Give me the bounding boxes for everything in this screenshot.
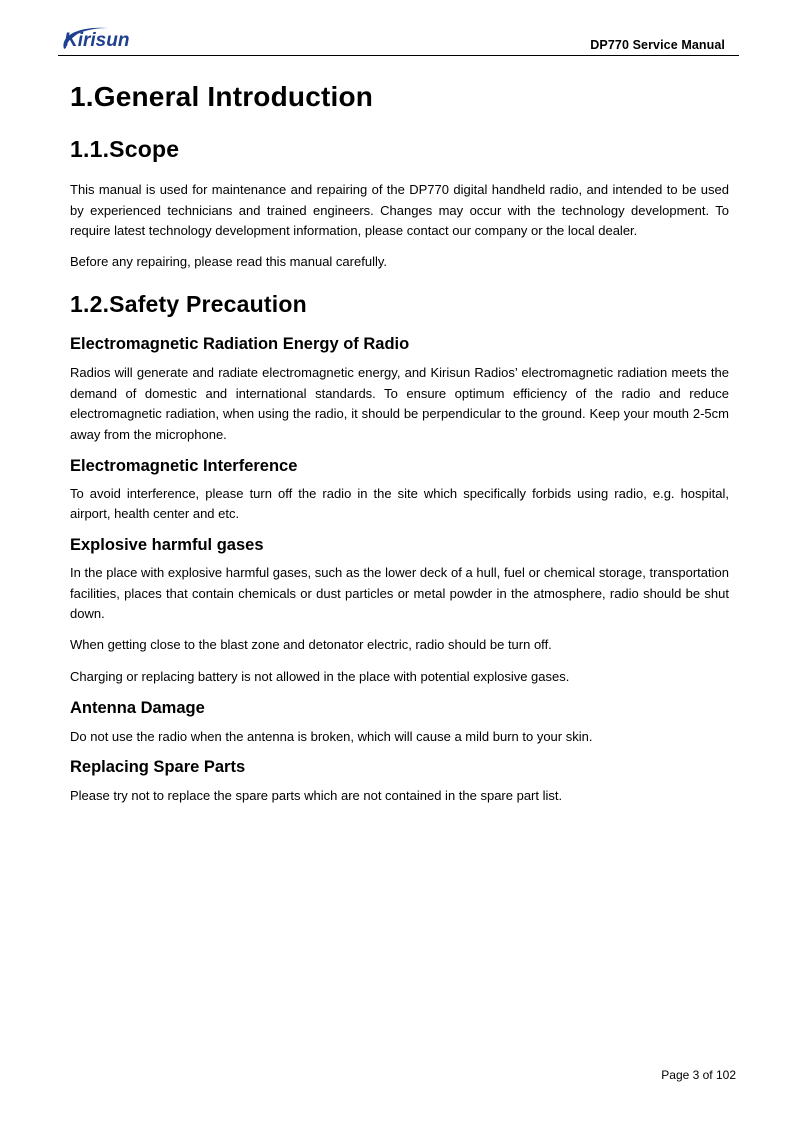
- manual-title: DP770 Service Manual: [590, 38, 725, 52]
- logo-text: Kirisun: [64, 30, 130, 51]
- explosive-paragraph-1: In the place with explosive harmful gases, such as the lower deck of a hull, fuel or chemical storage, transportation facilities, places that contain chemicals or dust particles or metal powder in the atmosphere, radio should be shut down.: [70, 565, 729, 622]
- spare-parts-heading: Replacing Spare Parts: [70, 758, 246, 777]
- antenna-paragraph: Do not use the radio when the antenna is broken, which will cause a mild burn to your skin.: [70, 728, 593, 744]
- page-header: [58, 24, 739, 56]
- emr-heading: Electromagnetic Radiation Energy of Radio: [70, 334, 410, 353]
- emi-paragraph: To avoid interference, please turn off the radio in the site which specifically forbids using radio, e.g. hospital, airport, health center and etc.: [70, 485, 729, 522]
- explosive-paragraph-2: When getting close to the blast zone and detonator electric, radio should be turn off.: [70, 637, 552, 653]
- spare-parts-paragraph: Please try not to replace the spare parts which are not contained in the spare part list.: [70, 788, 563, 804]
- emr-paragraph: Radios will generate and radiate electromagnetic energy, and Kirisun Radios’ electromagnetic radiation meets the demand of domestic and international standards. To ensure optimum efficiency of the radio and reduce electromagnetic radiation, when using the radio, it should be perpendicular to the ground. Keep your mouth 2-5cm away from the microphone.: [70, 364, 729, 442]
- page-number: Page 3 of 102: [661, 1068, 736, 1082]
- explosive-heading: Explosive harmful gases: [70, 536, 264, 555]
- antenna-heading: Antenna Damage: [70, 698, 205, 717]
- scope-heading: 1.1.Scope: [70, 136, 180, 162]
- scope-paragraph-2: Before any repairing, please read this manual carefully.: [70, 254, 387, 270]
- chapter-title: 1.General Introduction: [70, 81, 374, 112]
- page-content: [70, 78, 729, 807]
- safety-heading: 1.2.Safety Precaution: [70, 290, 307, 317]
- emi-heading: Electromagnetic Interference: [70, 456, 298, 475]
- scope-paragraph-1: This manual is used for maintenance and repairing of the DP770 digital handheld radio, and intended to be used by experienced technicians and trained engineers. Changes may occur with the technology development. To require latest technology development information, please contact our company or the local dealer.: [70, 182, 729, 239]
- kirisun-logo: [58, 24, 154, 52]
- explosive-paragraph-3: Charging or replacing battery is not allowed in the place with potential explosive gases.: [70, 668, 570, 684]
